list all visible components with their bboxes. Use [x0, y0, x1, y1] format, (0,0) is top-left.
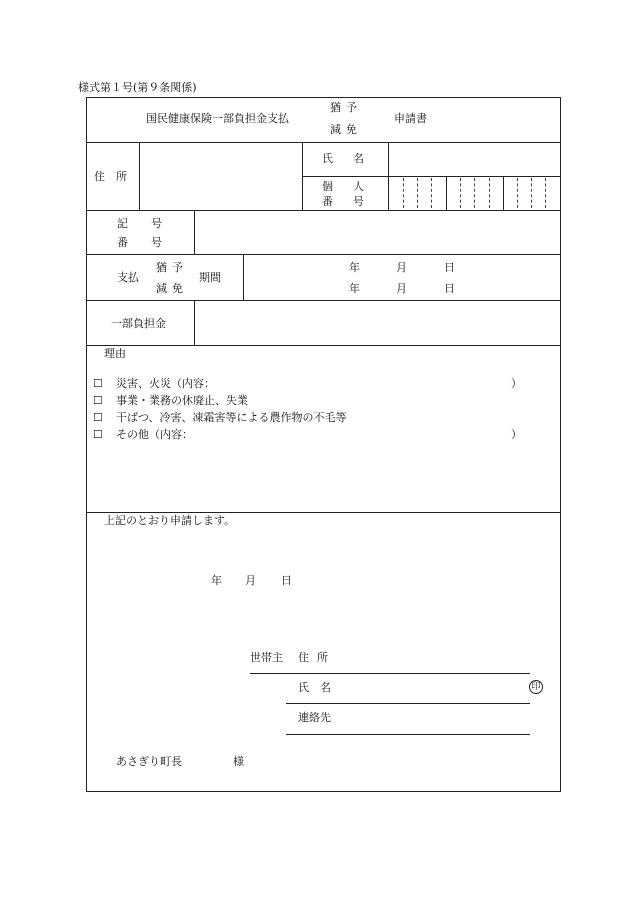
period-start-month: 月: [396, 261, 407, 274]
title-option-reduce: 減免: [330, 123, 362, 136]
row-divider: [86, 345, 560, 346]
form-title: 国民健康保険一部負担金支払: [146, 112, 289, 125]
reason-checkbox[interactable]: ☐: [93, 411, 103, 424]
recipient-name: あさぎり町長: [116, 755, 182, 768]
reason-item-close: ）: [511, 377, 522, 390]
address-field[interactable]: [140, 143, 301, 209]
title-option-defer: 猶予: [330, 101, 362, 114]
application-date-year: 年: [211, 574, 222, 587]
reason-checkbox[interactable]: ☐: [93, 394, 103, 407]
period-end-month: 月: [396, 282, 407, 295]
column-divider: [302, 142, 303, 210]
application-date-day: 日: [281, 574, 292, 587]
period-label-prefix: 支払: [117, 271, 139, 284]
symbol-label: 記号: [117, 217, 185, 230]
reason-item-text: 干ばつ、冷害、凍霜害等による農作物の不毛等: [116, 411, 347, 424]
burden-field[interactable]: [195, 301, 559, 344]
householder-contact-label: 連絡先: [298, 711, 331, 724]
recipient-honorific: 様: [233, 755, 244, 768]
reason-item-text: 災害、火災（内容：: [116, 377, 215, 390]
personal-number-field[interactable]: [389, 177, 559, 209]
declaration-text: 上記のとおり申請します。: [104, 514, 236, 527]
name-field[interactable]: [389, 143, 559, 175]
form-label: 様式第１号(第９条関係): [78, 81, 197, 94]
period-end-day: 日: [444, 282, 455, 295]
row-divider: [86, 512, 560, 513]
address-label: 住所: [94, 170, 138, 183]
reason-item-text: 事業・業務の休廃止、失業: [116, 394, 248, 407]
reason-checkbox[interactable]: ☐: [93, 428, 103, 441]
symbol-number-field[interactable]: [195, 211, 559, 253]
personal-number-label-2: 番号: [322, 195, 384, 208]
number-label: 番号: [117, 236, 185, 249]
reason-item-close: ）: [511, 428, 522, 441]
householder-contact-line[interactable]: [286, 734, 530, 735]
period-option-defer: 猶予: [156, 261, 188, 274]
reason-label: 理由: [104, 347, 126, 360]
period-start-year: 年: [349, 261, 360, 274]
seal-mark: 印: [529, 680, 543, 694]
householder-address-label: 住所: [298, 651, 336, 664]
application-date-month: 月: [245, 574, 256, 587]
period-option-reduce: 減免: [156, 282, 188, 295]
personal-number-label-1: 個人: [322, 180, 384, 193]
period-start-day: 日: [444, 261, 455, 274]
householder-name-label: 氏名: [298, 681, 342, 694]
burden-label: 一部負担金: [111, 317, 166, 330]
householder-address-line[interactable]: [250, 673, 530, 674]
reason-item-text: その他（内容：: [116, 428, 193, 441]
householder-name-line[interactable]: [286, 703, 530, 704]
householder-label: 世帯主: [250, 651, 283, 664]
period-field[interactable]: [244, 255, 559, 299]
name-label: 氏名: [322, 152, 384, 165]
period-label-suffix: 期間: [199, 271, 221, 284]
title-suffix: 申請書: [394, 112, 427, 125]
reason-checkbox[interactable]: ☐: [93, 377, 103, 390]
period-end-year: 年: [349, 282, 360, 295]
